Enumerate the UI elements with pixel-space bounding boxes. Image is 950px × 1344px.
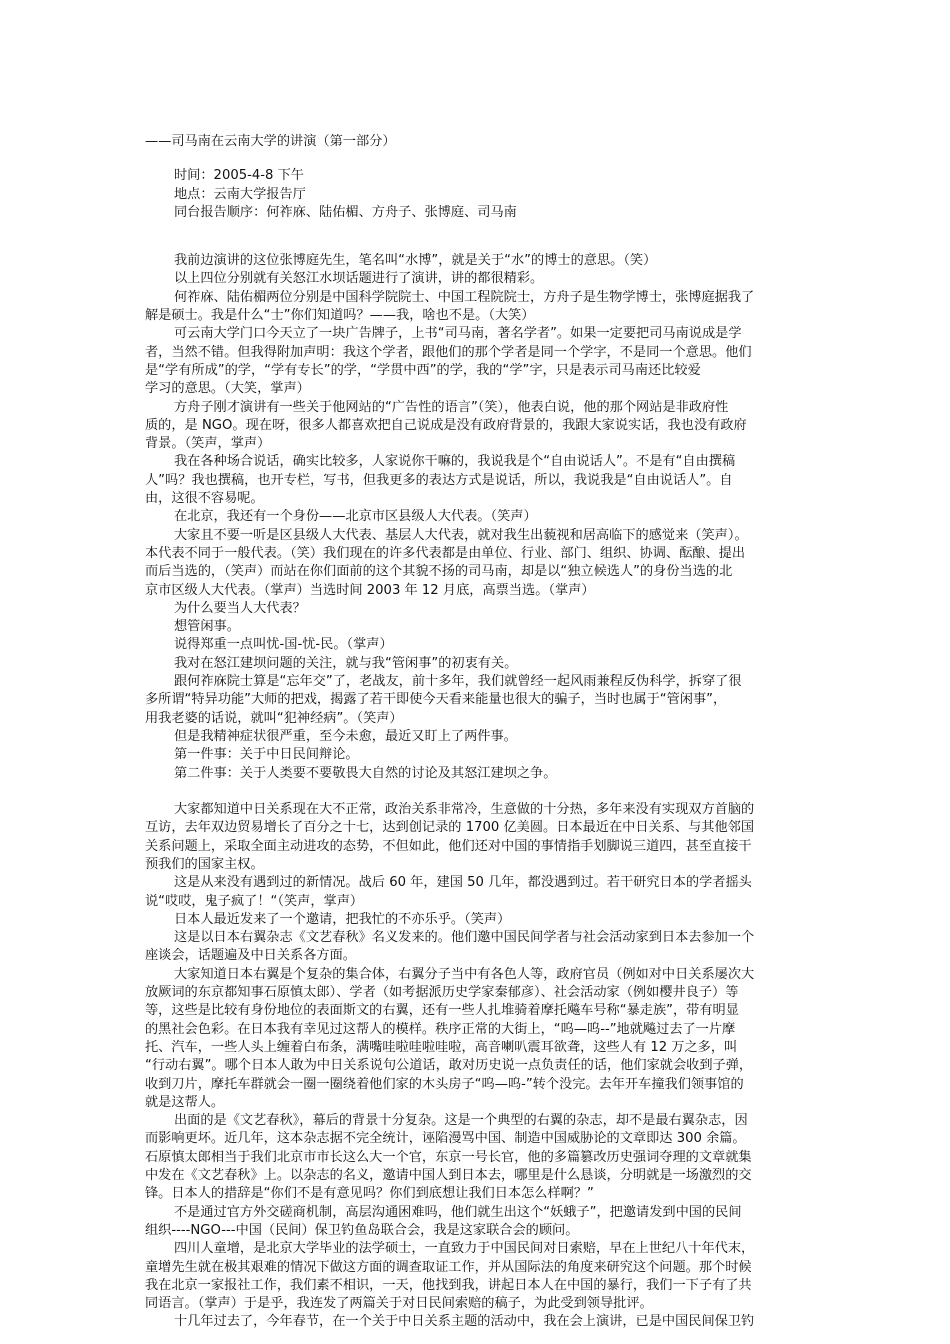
paragraph xyxy=(145,728,815,746)
paragraph-line: 十几年过去了，今年春节，在一个关于中日关系主题的活动中，我在会上演讲，已是中国民间保卫钓 xyxy=(174,1314,755,1330)
paragraph-line: 学习的意思。（大笑，掌声） xyxy=(145,381,310,397)
paragraph-line: 大家且不要一听是区县级人大代表、基层人大代表，就对我生出藐视和居高临下的感觉来（笑声）。 xyxy=(174,527,748,543)
paragraph-line: 预我们的国家主权。 xyxy=(145,856,264,872)
paragraph-line: 在北京，我还有一个身份——北京市区县级人大代表。（笑声） xyxy=(174,509,537,525)
body-section-1 xyxy=(145,252,815,783)
paragraph-line: 背景。（笑声，掌声） xyxy=(145,436,271,452)
meta-speaker-order: 同台报告顺序：何祚庥、陆佑楣、方舟子、张博庭、司马南 xyxy=(174,204,517,220)
paragraph-line: 等，这些是比较有身份地位的表面斯文的右翼，还有一些人扎堆骑着摩托飚车号称“暴走族”，带有明显 xyxy=(145,1003,739,1019)
paragraph-line: 石原慎太郎相当于我们北京市市长这么大一个官，东京一号长官，他的多篇篡改历史强词夺理的文章就集 xyxy=(145,1149,752,1165)
paragraph-line: 中发在《文艺春秋》上。以杂志的名义，邀请中国人到日本去，哪里是什么恳谈，分明就是一场激烈的交 xyxy=(145,1168,752,1184)
paragraph xyxy=(145,655,815,673)
paragraph-line: 可云南大学门口今天立了一块广告牌子，上书“司马南，著名学者”。如果一定要把司马南说成是学 xyxy=(174,326,742,342)
meta-block xyxy=(145,167,815,222)
paragraph xyxy=(145,911,815,929)
paragraph-line: 托、汽车，一些人头上缠着白布条，满嘴哇啦哇啦哇啦，高音喇叭震耳欲聋，这些人有 12 万之多，叫 xyxy=(145,1039,738,1055)
paragraph-line: 以上四位分别就有关怒江水坝话题进行了演讲，讲的都很精彩。 xyxy=(174,271,544,287)
paragraph xyxy=(145,600,815,618)
paragraph-line: 我在各种场合说话，确实比较多，人家说你干嘛的，我说我是个“自由说话人”。不是有“自由撰稿 xyxy=(174,454,736,470)
paragraph-line: 说“哎哎，鬼子疯了！“（笑声，掌声） xyxy=(145,893,364,909)
paragraph-line: 这是以日本右翼杂志《文艺春秋》名义发来的。他们邀中国民间学者与社会活动家到日本去参加一个 xyxy=(174,930,755,946)
document-page xyxy=(145,133,815,1332)
paragraph xyxy=(145,1240,815,1313)
paragraph-line: 放厥词的东京都知事石原慎太郎）、学者（如考据派历史学家秦郁彦）、社会活动家（例如樱井良子）等 xyxy=(145,985,739,1001)
paragraph-line: 不是通过官方外交磋商机制，高层沟通困难吗，他们就生出这个“妖蛾子”，把邀请发到中国的民间 xyxy=(174,1204,742,1220)
body-section-2 xyxy=(145,801,815,1332)
paragraph-line: 互访，去年双边贸易增长了百分之十七，达到创记录的 1700 亿美圆。日本最近在中日关系、与其他邻国 xyxy=(145,820,755,836)
paragraph-line: 人”吗？我也撰稿，也开专栏，写书，但我更多的表达方式是说话，所以，我说我是“自由说话人”。自 xyxy=(145,472,733,488)
paragraph xyxy=(145,289,815,326)
paragraph-line: 座谈会，话题遍及中日关系各方面。 xyxy=(145,948,356,964)
paragraph-line: 日本人最近发来了一个邀请，把我忙的不亦乐乎。（笑声） xyxy=(174,911,511,927)
paragraph-line: 者，当然不错。但我得附加声明：我这个学者，跟他们的那个学者是同一个学字，不是同一个意思。他们 xyxy=(145,344,752,360)
paragraph-line: 四川人童增，是北京大学毕业的法学硕士，一直致力于中国民间对日索赔，早在上世纪八十年代末， xyxy=(174,1241,755,1257)
paragraph xyxy=(145,765,815,783)
paragraph-line: 想管闲事。 xyxy=(174,619,240,635)
paragraph xyxy=(145,874,815,911)
paragraph-line: 何祚庥、陆佑楣两位分别是中国科学院院士、中国工程院院士，方舟子是生物学博士，张博庭据我了 xyxy=(174,289,755,305)
paragraph xyxy=(145,746,815,764)
paragraph xyxy=(145,618,815,636)
paragraph-line: 大家知道日本右翼是个复杂的集合体，右翼分子当中有各色人等，政府官员（例如对中日关系屡次大 xyxy=(174,966,755,982)
paragraph-line: 但是我精神症状很严重，至今未愈，最近又盯上了两件事。 xyxy=(174,728,517,744)
paragraph xyxy=(145,325,815,398)
paragraph-line: 组织----NGO---中国（民间）保卫钓鱼岛联合会，我是这家联合会的顾问。 xyxy=(145,1222,579,1238)
paragraph-line: 说得郑重一点叫忧-国-忧-民。（掌声） xyxy=(174,637,393,653)
paragraph-line: 为什么要当人大代表？ xyxy=(174,600,306,616)
paragraph-line: 我对在怒江建坝问题的关注，就与我“管闲事”的初衷有关。 xyxy=(174,655,518,671)
paragraph-line: 由，这很不容易呢。 xyxy=(145,491,264,507)
paragraph xyxy=(145,527,815,600)
paragraph xyxy=(145,1313,815,1331)
paragraph xyxy=(145,399,815,454)
paragraph xyxy=(145,1204,815,1241)
paragraph-line: 质的，是 NGO。现在呀，很多人都喜欢把自己说成是没有政府背景的，我跟大家说实话，我也没有政府 xyxy=(145,417,747,433)
paragraph-line: 第二件事：关于人类要不要敬畏大自然的讨论及其怒江建坝之争。 xyxy=(174,765,557,781)
paragraph-line: 多所谓“特异功能”大师的把戏，揭露了若干即使今天看来能量也很大的骗子，当时也属于“管闲事”， xyxy=(145,692,727,708)
paragraph-line: 就是这帮人。 xyxy=(145,1094,225,1110)
paragraph-line: 童增先生就在极其艰难的情况下做这方面的调查取证工作，并从国际法的角度来研究这个问题。那个时候 xyxy=(145,1259,752,1275)
paragraph-line: 第一件事：关于中日民间辩论。 xyxy=(174,747,359,763)
paragraph-line: 跟何祚庥院士算是“忘年交”了，老战友，前十多年，我们就曾经一起风雨兼程反伪科学，拆穿了很 xyxy=(174,674,742,690)
paragraph-line: 方舟子刚才演讲有一些关于他网站的“广告性的语言”（笑），他表白说，他的那个网站是非政府性 xyxy=(174,399,729,415)
paragraph xyxy=(145,966,815,1112)
meta-location: 地点：云南大学报告厅 xyxy=(174,186,306,202)
paragraph-line: 我前边演讲的这位张博庭先生，笔名叫“水博”，就是关于“水”的博士的意思。（笑） xyxy=(174,253,657,269)
paragraph-line: 这是从来没有遇到过的新情况。战后 60 年，建国 50 几年，都没遇到过。若干研究日本的学者摇头 xyxy=(174,875,752,891)
paragraph xyxy=(145,508,815,526)
paragraph-line: 解是硕士。我是什么“士”你们知道吗？——我，啥也不是。（大笑） xyxy=(145,308,535,324)
paragraph-line: 关系问题上，采取全面主动进攻的态势，不但如此，他们还对中国的事情指手划脚说三道四，甚至直接干 xyxy=(145,838,752,854)
paragraph xyxy=(145,801,815,874)
paragraph xyxy=(145,673,815,728)
paragraph-line: 出面的是《文艺春秋》，幕后的背景十分复杂。这是一个典型的右翼的杂志，却不是最右翼杂志，因 xyxy=(174,1113,748,1129)
document-title: ——司马南在云南大学的讲演（第一部分） xyxy=(145,134,396,149)
paragraph-line: 我在北京一家报社工作，我们素不相识，一天，他找到我，讲起日本人在中国的暴行，我们一下子有了共 xyxy=(145,1277,752,1293)
paragraph xyxy=(145,636,815,654)
paragraph-line: 本代表不同于一般代表。（笑）我们现在的许多代表都是由单位、行业、部门、组织、协调、酝酿、提出 xyxy=(145,545,746,561)
section-gap xyxy=(145,783,815,801)
paragraph-line: 京市区级人大代表。（掌声）当选时间 2003 年 12 月底，高票当选。（掌声） xyxy=(145,582,595,598)
paragraph-line: 是“学有所成”的学，“学有专长”的学，“学贯中西”的学，我的“学”字，只是表示司马南还比较爱 xyxy=(145,362,701,378)
paragraph-line: “行动右翼”。哪个日本人敢为中日关系说句公道话，敢对历史说一点负责任的话，他们家就会收到子弹， xyxy=(145,1058,753,1074)
paragraph xyxy=(145,270,815,288)
paragraph-line: 收到刀片，摩托车群就会一圈一圈绕着他们家的木头房子“呜—呜-”转个没完。去年开车撞我们领事馆的 xyxy=(145,1076,744,1092)
paragraph-line: 大家都知道中日关系现在大不正常，政治关系非常冷，生意做的十分热，多年来没有实现双方首脑的 xyxy=(174,802,755,818)
paragraph xyxy=(145,252,815,270)
meta-time: 时间：2005-4-8 下午 xyxy=(174,168,304,184)
paragraph xyxy=(145,1112,815,1203)
paragraph-line: 而后当选的，（笑声）而站在你们面前的这个其貌不扬的司马南，却是以“独立候选人”的身份当选的北 xyxy=(145,564,733,580)
paragraph-line: 用我老婆的话说，就叫“犯神经病”。（笑声） xyxy=(145,710,403,726)
paragraph xyxy=(145,453,815,508)
paragraph-line: 而影响更坏。近几年，这本杂志据不完全统计，诬陷漫骂中国、制造中国威胁论的文章即达 300 余篇。 xyxy=(145,1131,746,1147)
paragraph xyxy=(145,929,815,966)
paragraph-line: 的黑社会色彩。在日本我有幸见过这帮人的模样。秩序正常的大街上，“呜—呜--”地就飚过去了一片摩 xyxy=(145,1021,736,1037)
paragraph-line: 锋。日本人的措辞是“你们不是有意见吗？你们到底想让我们日本怎么样啊？” xyxy=(145,1186,594,1202)
paragraph-line: 同语言。（掌声）于是乎，我连发了两篇关于对日民间索赔的稿子，为此受到领导批评。 xyxy=(145,1296,653,1312)
